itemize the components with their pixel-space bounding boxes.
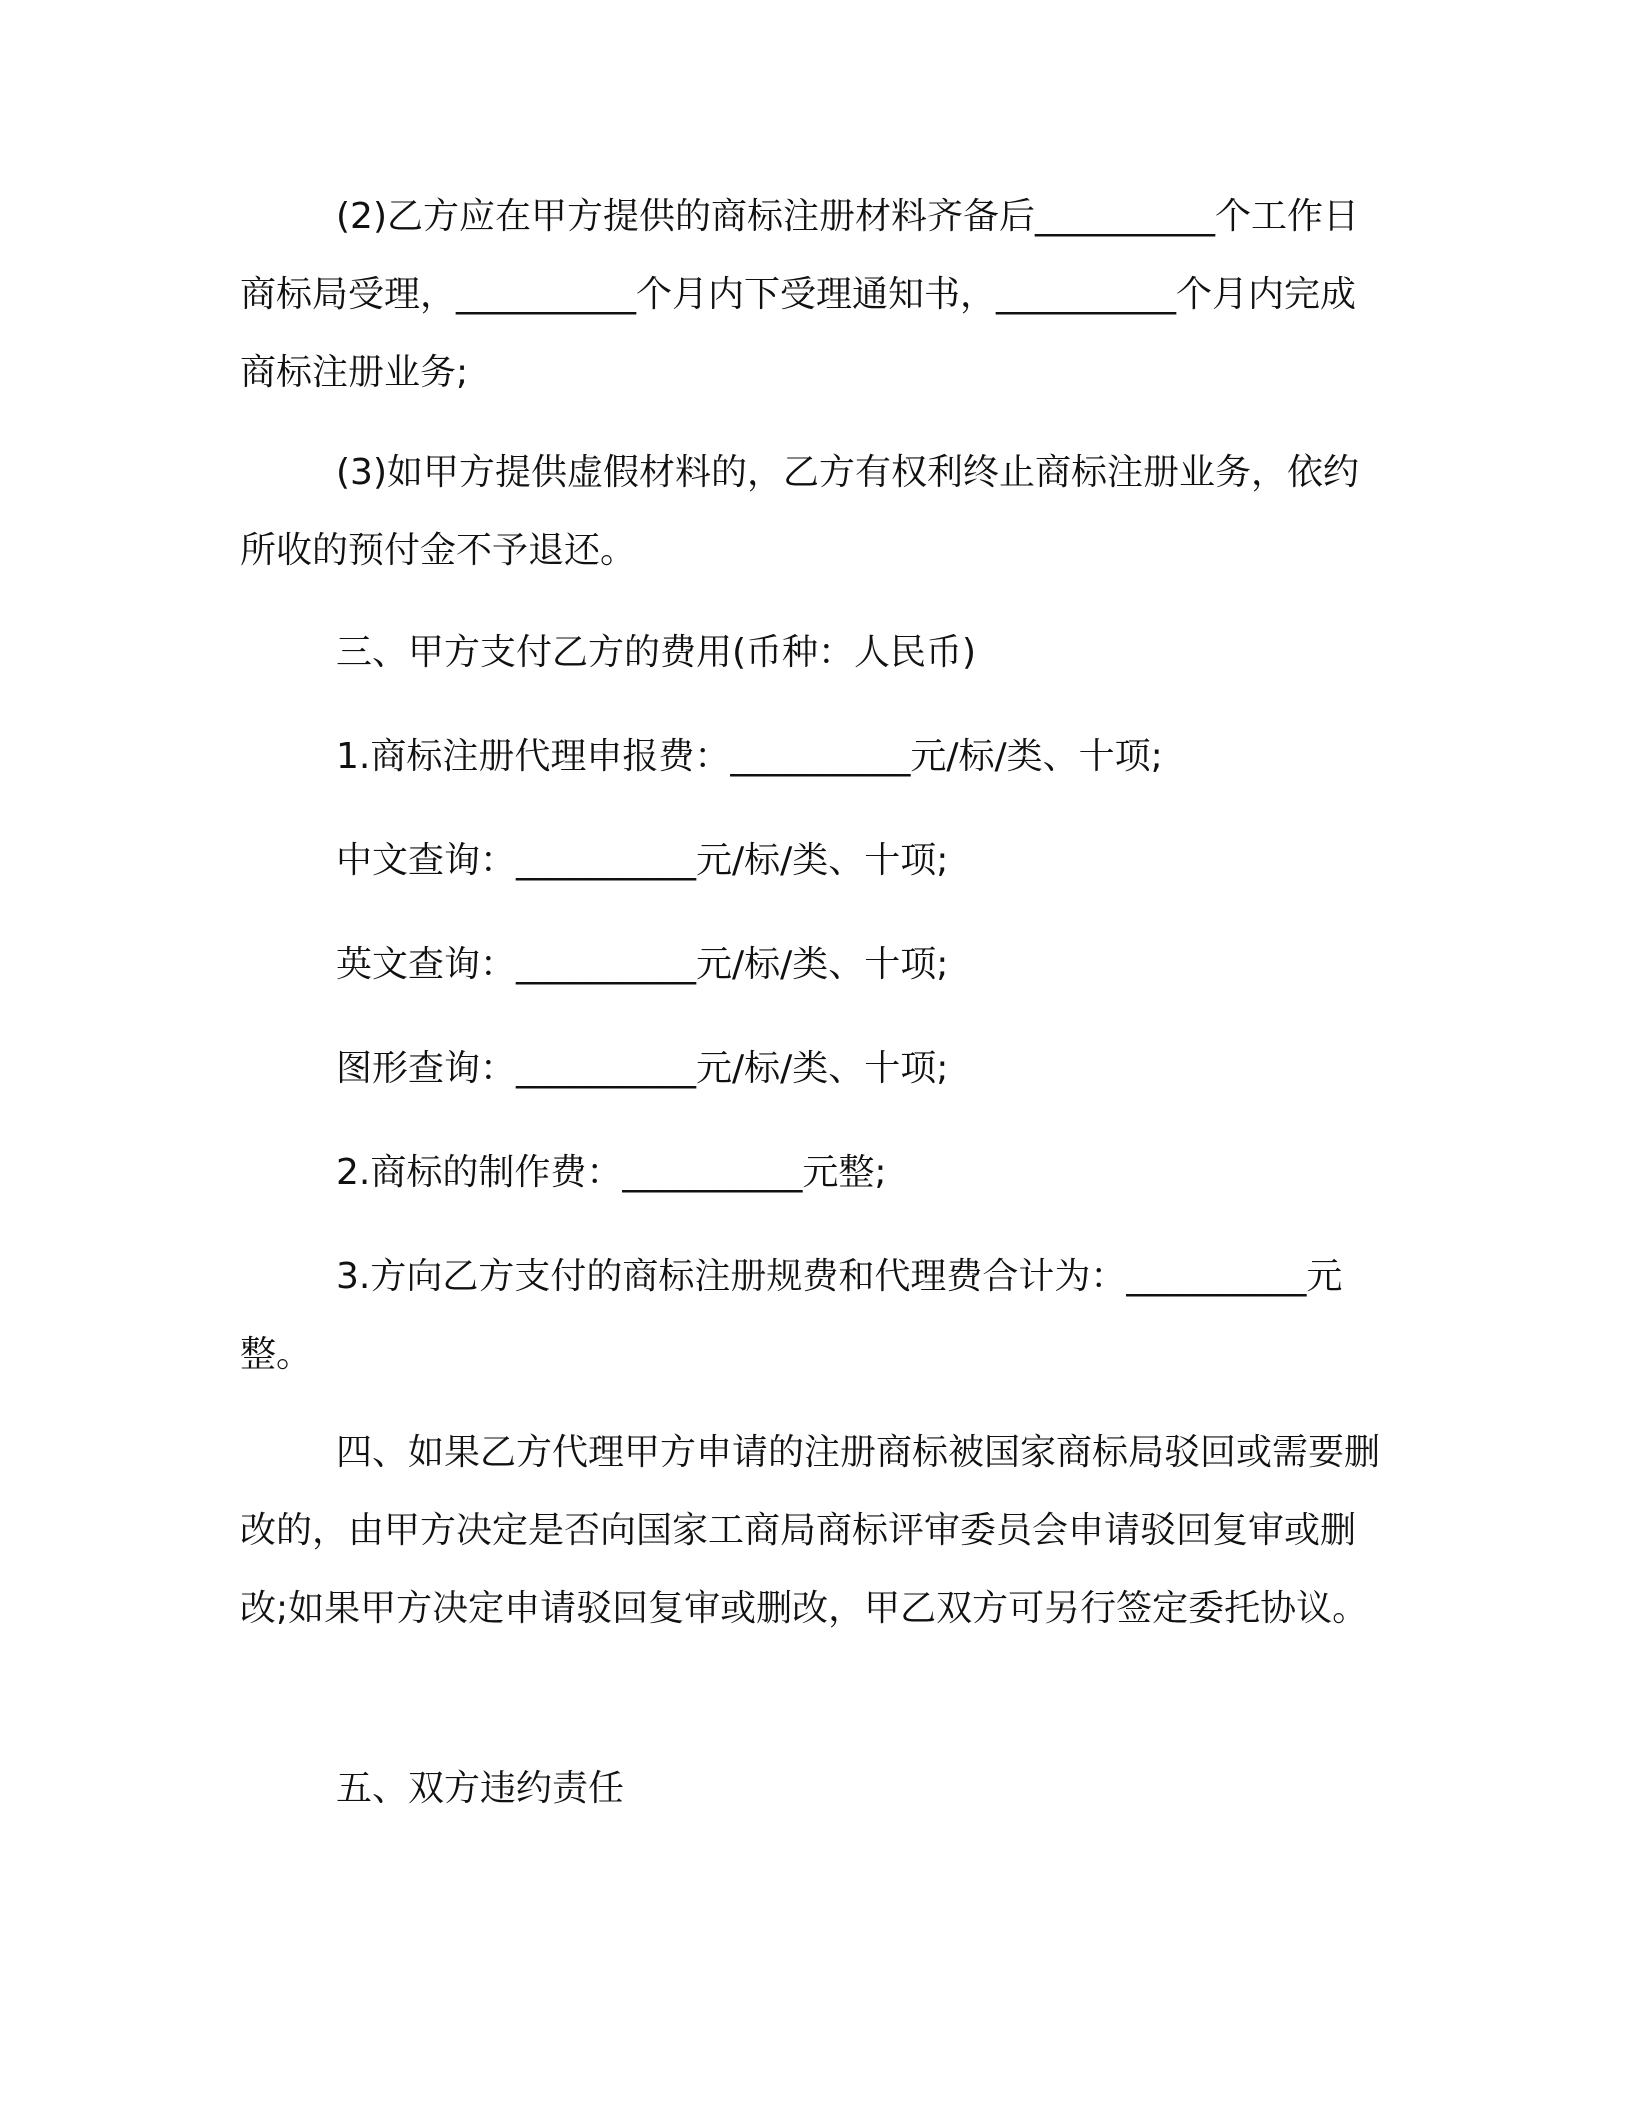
fee-item-production: 2.商标的制作费：__________元整; [336, 1152, 887, 1193]
fee-item-english-query: 英文查询：__________元/标/类、十项; [336, 944, 949, 985]
section-4-paragraph: 四、如果乙方代理甲方申请的注册商标被国家商标局驳回或需要删改的，由甲方决定是否向国家工商局商标评审委员会申请驳回复审或删改;如果甲方决定申请驳回复审或删改，甲乙双方可另行签定委托协议。 [240, 1432, 1381, 1629]
fee-item-chinese-query: 中文查询：__________元/标/类、十项; [336, 840, 949, 881]
fee-item-declaration: 1.商标注册代理申报费：__________元/标/类、十项; [336, 736, 1163, 777]
fee-item-total: 3.方向乙方支付的商标注册规费和代理费合计为：__________元整。 [240, 1256, 1343, 1375]
clause-2-paragraph: (2)乙方应在甲方提供的商标注册材料齐备后__________个工作日商标局受理，__________个月内下受理通知书，__________个月内完成商标注册业务; [240, 196, 1359, 393]
section-3-heading: 三、甲方支付乙方的费用(币种：人民币) [336, 632, 977, 673]
fee-item-graphic-query: 图形查询：__________元/标/类、十项; [336, 1048, 949, 1089]
clause-3-paragraph: (3)如甲方提供虚假材料的，乙方有权利终止商标注册业务，依约所收的预付金不予退还。 [240, 452, 1359, 571]
section-5-heading: 五、双方违约责任 [336, 1768, 625, 1809]
